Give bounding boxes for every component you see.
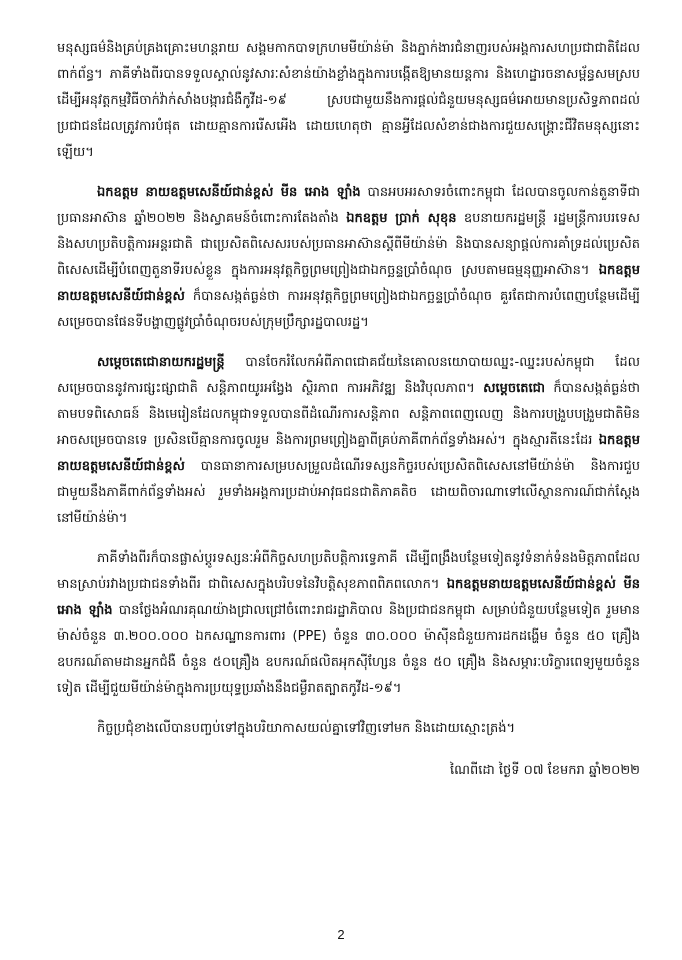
person-name: ឯកឧត្តម ប្រាក់ សុខុន	[346, 211, 457, 226]
paragraph-text: បានចែករំលែកអំពីភាពជោគជ័យនៃគោលនយោបាយឈ្នះ-ឈ្នះរបស់កម្ពុជា ដែលសម្រេចបាននូវការផ្សះផ្សាជាតិ សន្តិភាពយូរអង្វែង ស្ថិរភាព ការអភិវឌ្ឍ និងវិបុលភាព។	[57, 355, 640, 396]
speaker-title: សម្តេចតេជោនាយករដ្ឋមន្ត្រី	[97, 355, 225, 370]
paragraph-text: បានថ្លែងអំណរគុណយ៉ាងជ្រាលជ្រៅចំពោះរាជរដ្ឋាភិបាល និងប្រជាជនកម្ពុជា សម្រាប់ជំនួយបន្ថែមទៀត រួមមាន ម៉ាស់ចំនួន ៣.២០០.០០០ ឯកសណ្ឋានការពារ (PPE) ចំនួន ៣០.០០០ ម៉ាស៊ីនជំនួយការដកដង្ហើម ចំនួន ៥០ គ្រឿង ឧបករណ៍តាមដានអ្នកជំងឺ ចំនួន ៥០គ្រឿង ឧបករណ៍ផលិតអុកស៊ីហ្សែន ចំនួន ៥០ គ្រឿង និងសម្ភារៈបរិក្ខារពេទ្យមួយចំនួនទៀត ដើម្បីជួយមីយ៉ាន់ម៉ាក្នុងការប្រយុទ្ធប្រឆាំងនឹងជម្ងឺរាតត្បាតកូវីដ-១៩។	[57, 603, 640, 696]
paragraph-humanitarian	[57, 36, 640, 166]
speaker-title: ឯកឧត្តមនាយឧត្តមសេនីយ៍ជាន់ខ្ពស់	[57, 263, 640, 304]
speaker-name: ឯកឧត្តមនាយឧត្តមសេនីយ៍ជាន់ខ្ពស់ មីន អោង ឡាំង	[57, 577, 640, 618]
paragraph-asean-chair	[57, 180, 640, 336]
paragraph-text: កិច្ចប្រជុំខាងលើបានបញ្ចប់ទៅក្នុងបរិយាកាសយល់គ្នាទៅវិញទៅមក និងដោយស្មោះត្រង់។	[97, 721, 516, 736]
speaker-title: ឯកឧត្តមនាយឧត្តមសេនីយ៍ជាន់ខ្ពស់	[57, 433, 640, 474]
paragraph-text: ឧបនាយករដ្ឋមន្ត្រី រដ្ឋមន្ត្រីការបរទេស និងសហប្រតិបត្តិការអន្តរជាតិ ជាប្រេសិតពិសេសរបស់ប្រធានអាស៊ានស្តីពីមីយ៉ាន់ម៉ា និងបានសន្យាផ្តល់ការគាំទ្រដល់ប្រេសិតពិសេសដើម្បីបំពេញតួនាទីរបស់ខ្លួន ក្នុងការអនុវត្តកិច្ចព្រមព្រៀងជាឯកច្ឆន្ទប្រាំចំណុច ស្របតាមធម្មនុញ្ញអាស៊ាន។	[57, 211, 640, 278]
paragraph-text: ក៏បានសង្កត់ធ្ងន់ថា ការអនុវត្តកិច្ចព្រមព្រៀងជាឯកច្ឆន្ទប្រាំចំណុច គួរតែជាការបំពេញបន្ថែមដើម្បីសម្រេចបានផែនទីបង្ហាញផ្លូវប្រាំចំណុចរបស់ក្រុមប្រឹក្សារដ្ឋបាលរដ្ឋ។	[57, 289, 640, 330]
paragraph-win-win-policy	[57, 350, 640, 532]
page-number: 2	[337, 927, 345, 942]
paragraph-text: ក៏បានសង្កត់ធ្ងន់ថា តាមបទពិសោធន៍ និងមេរៀនដែលកម្ពុជាទទួលបានពីដំណើរការសន្តិភាព សន្តិភាពពេញលេញ និងការបង្រួបបង្រួមជាតិមិនអាចសម្រេចបានទេ ប្រសិនបើគ្មានការចូលរួម និងការព្រមព្រៀងគ្នាពីគ្រប់ភាគីពាក់ព័ន្ធទាំងអស់។ ក្នុងស្មារតីនេះដែរ	[57, 381, 641, 448]
speaker-title: សម្តេចតេជោ	[483, 381, 546, 396]
paragraph-bilateral-cooperation	[57, 546, 640, 702]
paragraph-text: បានអបអរសាទរចំពោះកម្ពុជា ដែលបានចូលកាន់តួនាទីជាប្រធានអាស៊ាន ឆ្នាំ២០២២ និងស្វាគមន៍ចំពោះការតែងតាំង	[57, 185, 640, 226]
dateline: ណៃពីដោ ថ្ងៃទី ០៧ ខែមករា ឆ្នាំ២០២២	[449, 763, 640, 778]
document-body	[57, 36, 640, 784]
paragraph-text: ភាគីទាំងពីរក៏បានផ្លាស់ប្តូរទស្សនៈអំពីកិច្ចសហប្រតិបត្តិការទ្វេភាគី ដើម្បីពង្រឹងបន្ថែមទៀតនូវទំនាក់ទំនងមិត្តភាពដែលមានស្រាប់រវាងប្រជាជនទាំងពីរ ជាពិសេសក្នុងបរិបទនៃវិបត្តិសុខភាពពិភពលោក។	[57, 551, 640, 592]
paragraph-text: មនុស្សធម៌និងគ្រប់គ្រងគ្រោះមហន្តរាយ សង្គមកាកបាទក្រហមមីយ៉ាន់ម៉ា និងភ្នាក់ងារជំនាញរបស់អង្គការសហប្រជាជាតិដែលពាក់ព័ន្ធ។ ភាគីទាំងពីរបានទទួលស្គាល់នូវសារៈសំខាន់យ៉ាងខ្លាំងក្នុងការបង្កើតឱ្យមានយន្តការ និងហេដ្ឋារចនាសម្ព័ន្ធសមស្រប ដើម្បីអនុវត្តកម្មវិធីចាក់វ៉ាក់សាំងបង្ការជំងឺកូវីដ-១៩ ស្របជាមួយនឹងការផ្តល់ជំនួយមនុស្សធម៌អោយមានប្រសិទ្ធភាពដល់ប្រជាជនដែលត្រូវការបំផុត ដោយគ្មានការរើសអើង ដោយហេតុថា គ្មានអ្វីដែលសំខាន់ជាងការជួយសង្គ្រោះជីវិតមនុស្សនោះឡើយ។	[57, 41, 640, 160]
paragraph-conclusion	[57, 716, 640, 742]
speaker-name: ឯកឧត្តម នាយឧត្តមសេនីយ៍ជាន់ខ្ពស់ មីន អោង ឡាំង	[97, 185, 361, 200]
paragraph-text: បានធានាការសម្របសម្រួលដំណើរទស្សនកិច្ចរបស់ប្រេសិតពិសេសនៅមីយ៉ាន់ម៉ា និងការជួបជាមួយនឹងភាគីពាក់ព័ន្ធទាំងអស់ រួមទាំងអង្គការប្រដាប់អាវុធជនជាតិភាគតិច ដោយពិចារណាទៅលើស្ថានការណ៍ជាក់ស្តែងនៅមីយ៉ាន់ម៉ា។	[57, 459, 640, 526]
